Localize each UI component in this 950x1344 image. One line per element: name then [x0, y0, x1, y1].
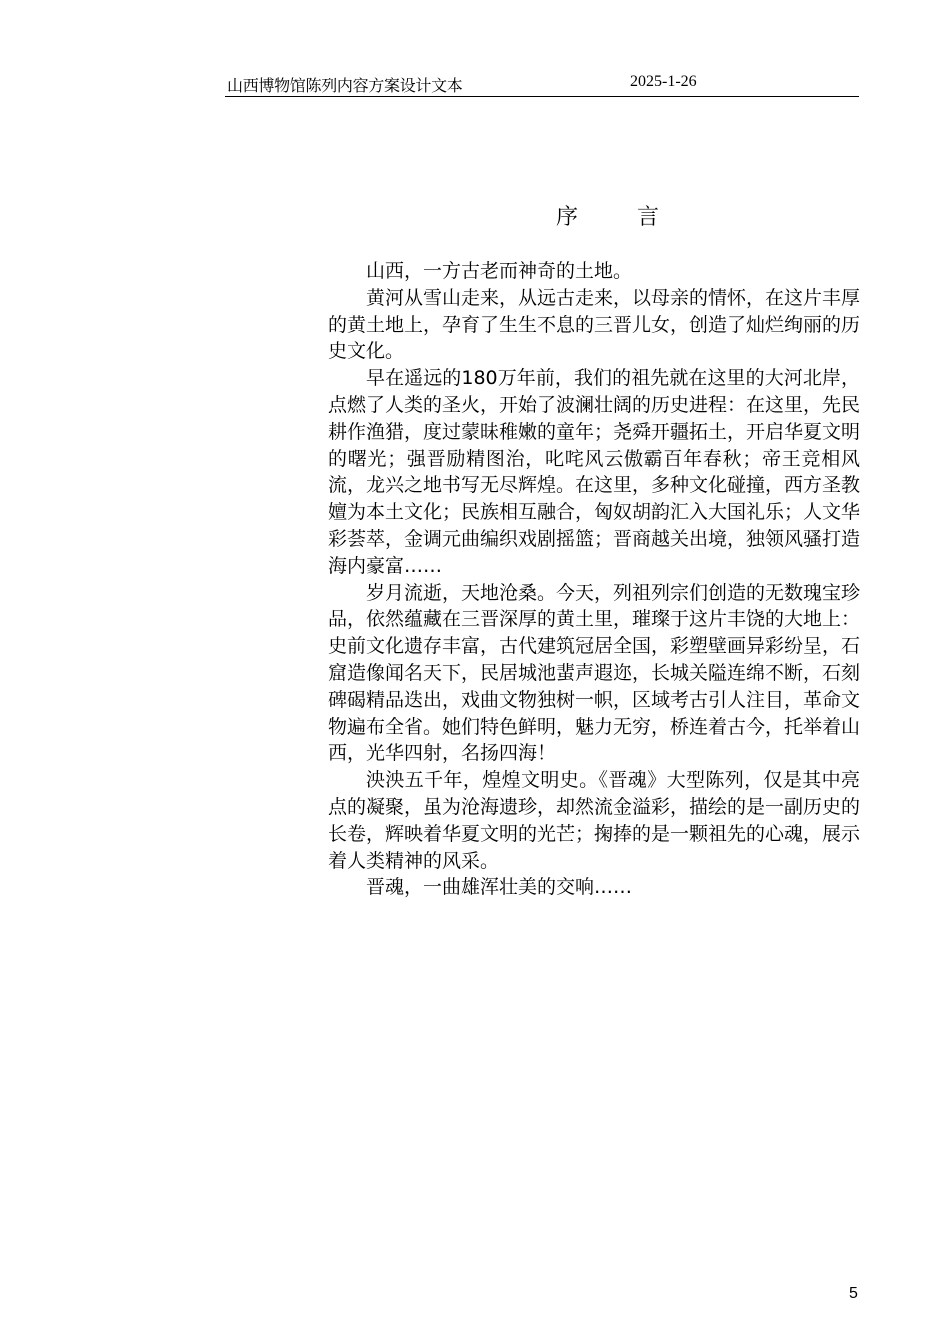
paragraph: 早在遥远的180万年前，我们的祖先就在这里的大河北岸，点燃了人类的圣火，开始了波澜壮阔的历史进程：在这里，先民耕作渔猎，度过蒙昧稚嫩的童年；尧舜开疆拓土，开启华夏文明的曙光；强晋励精图治，叱咤风云傲霸百年春秋；帝王竞相风流，龙兴之地书写无尽辉煌。在这里，多种文化碰撞，西方圣教嬗为本土文化；民族相互融合，匈奴胡韵汇入大国礼乐；人文华彩荟萃，金调元曲编织戏剧摇篮；晋商越关出境，独领风骚打造海内豪富……: [328, 367, 861, 577]
header-title: 山西博物馆陈列内容方案设计文本: [227, 76, 463, 95]
paragraph: 山西，一方古老而神奇的土地。: [366, 260, 633, 282]
page-number: 5: [849, 1285, 858, 1302]
page-header: [225, 70, 859, 97]
paragraph: 泱泱五千年，煌煌文明史。《晋魂》大型陈列，仅是其中亮点的凝聚，虽为沧海遗珍，却然流金溢彩，描绘的是一副历史的长卷，辉映着华夏文明的光芒；掬捧的是一颗祖先的心魂，展示着人类精神的风采。: [328, 769, 861, 872]
paragraph: 黄河从雪山走来，从远古走来，以母亲的情怀，在这片丰厚的黄土地上，孕育了生生不息的三晋儿女，创造了灿烂绚丽的历史文化。: [328, 286, 861, 363]
document-body: [328, 258, 860, 901]
paragraph: 岁月流逝，天地沧桑。今天，列祖列宗们创造的无数瑰宝珍品，依然蕴藏在三晋深厚的黄土里，璀璨于这片丰饶的大地上：史前文化遗存丰富，古代建筑冠居全国，彩塑壁画异彩纷呈，石窟造像闻名天下，民居城池蜚声遐迩，长城关隘连绵不断，石刻碑碣精品迭出，戏曲文物独树一帜，区域考古引人注目，革命文物遍布全省。她们特色鲜明，魅力无穷，桥连着古今，托举着山西，光华四射，名扬四海！: [328, 581, 861, 765]
paragraph: 晋魂，一曲雄浑壮美的交响……: [366, 876, 633, 899]
header-date: 2025-1-26: [630, 73, 697, 90]
document-title: 序 言: [556, 205, 685, 230]
